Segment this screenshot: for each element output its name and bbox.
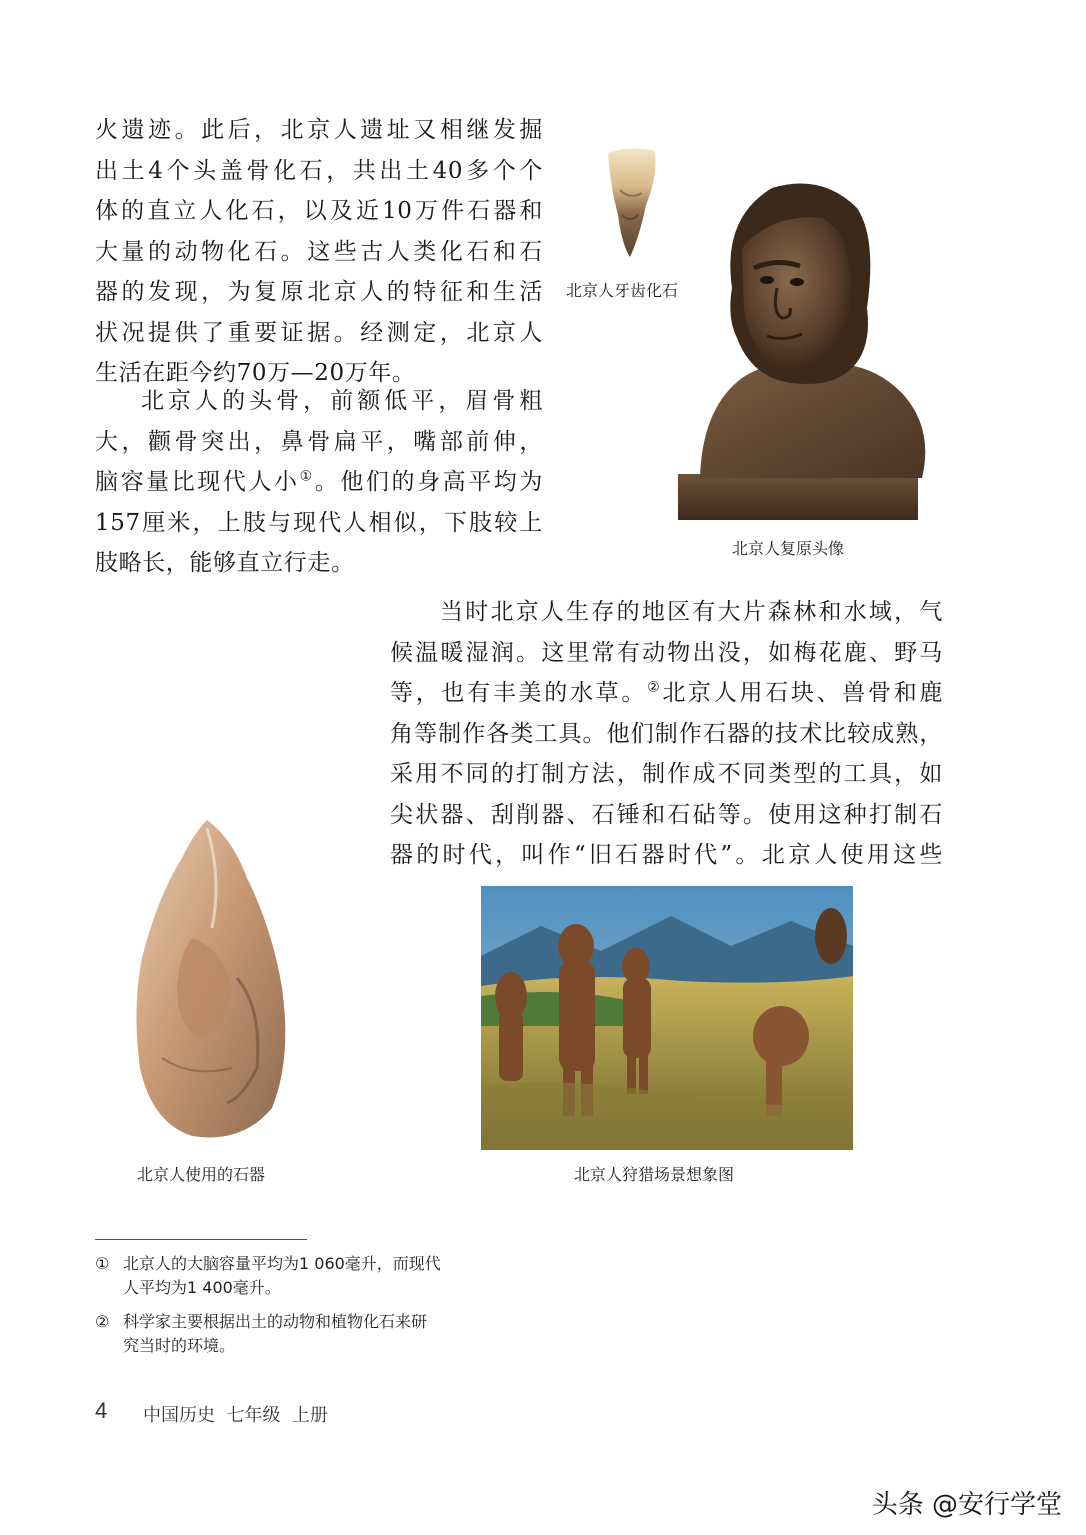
hunting-caption: 北京人狩猎场景想象图 <box>574 1165 735 1184</box>
text-line: 角等制作各类工具。他们制作石器的技术比较成熟， <box>390 720 943 747</box>
paragraph-3 <box>390 592 943 876</box>
text-line: 生活在距今约70万—20万年。 <box>95 360 416 386</box>
tooth-fossil-image <box>600 145 660 263</box>
text-line: 体的直立人化石，以及近10万件石器和 <box>95 198 543 224</box>
page-number: 4 <box>95 1398 108 1423</box>
text-line: 候温暖湿润。这里常有动物出没，如梅花鹿、野马 <box>390 639 943 666</box>
footnote-ref-1[interactable]: ① <box>299 468 315 485</box>
text-line: 采用不同的打制方法，制作成不同类型的工具，如 <box>390 761 943 787</box>
footnote-divider <box>95 1239 307 1240</box>
paragraph-2 <box>95 381 543 584</box>
book-title: 中国历史 七年级 上册 <box>143 1405 328 1426</box>
footnote-mark: ② <box>95 1312 110 1331</box>
text-line: 火遗迹。此后，北京人遗址又相继发掘 <box>95 117 543 143</box>
text-line: 状况提供了重要证据。经测定，北京人 <box>95 319 543 346</box>
footnote-text: 北京人的大脑容量平均为1 060毫升，而现代 <box>123 1254 441 1273</box>
text-line: 尖状器、刮削器、石锤和石砧等。使用这种打制石 <box>390 801 943 828</box>
bust-caption: 北京人复原头像 <box>732 539 845 558</box>
hunting-scene-image <box>481 886 853 1150</box>
text-line: 大，颧骨突出，鼻骨扁平，嘴部前伸， <box>95 428 543 455</box>
footnote-text: 科学家主要根据出土的动物和植物化石来研 <box>123 1312 428 1331</box>
text-line: 出土4个头盖骨化石，共出土40多个个 <box>95 157 543 184</box>
text-line: 157厘米，上肢与现代人相似，下肢较上 <box>95 509 543 536</box>
text-line: 等，也有丰美的水草。②北京人用石块、兽骨和鹿 <box>390 679 944 706</box>
tooth-caption: 北京人牙齿化石 <box>566 281 679 300</box>
paragraph-1 <box>95 110 543 394</box>
footnote-ref-2[interactable]: ② <box>647 679 663 696</box>
text-line: 北京人的头骨，前额低平，眉骨粗 <box>141 388 543 414</box>
text-line: 脑容量比现代人小①。他们的身高平均为 <box>95 468 543 495</box>
text-line: 器的发现，为复原北京人的特征和生活 <box>95 279 543 305</box>
footnote-text: 究当时的环境。 <box>123 1336 236 1355</box>
text-line: 肢略长，能够直立行走。 <box>95 550 355 576</box>
watermark: 头条 @安行学堂 <box>871 1490 1062 1520</box>
footnote-1 <box>95 1252 515 1300</box>
stone-tool-image <box>132 818 292 1144</box>
footnote-text: 人平均为1 400毫升。 <box>123 1278 281 1297</box>
text-line: 当时北京人生存的地区有大片森林和水域，气 <box>440 599 943 625</box>
text-line: 器的时代，叫作“旧石器时代”。北京人使用这些 <box>390 842 943 868</box>
peking-man-bust-image <box>672 178 934 524</box>
footnote-mark: ① <box>95 1254 110 1273</box>
footnote-2 <box>95 1310 515 1358</box>
stone-tool-caption: 北京人使用的石器 <box>137 1165 266 1184</box>
text-line: 大量的动物化石。这些古人类化石和石 <box>95 238 543 265</box>
